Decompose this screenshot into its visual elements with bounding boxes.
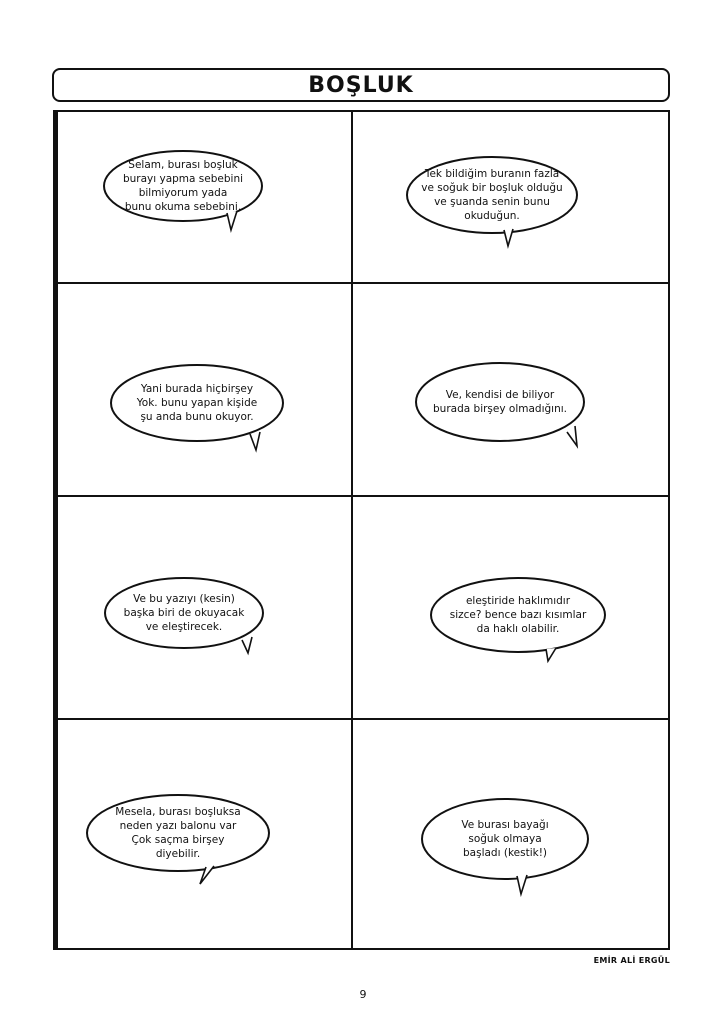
- bubble-line: ve şuanda senin bunu: [434, 196, 550, 208]
- bubble-text: [415, 362, 585, 442]
- panel-1: [58, 112, 353, 284]
- bubble-text: [103, 150, 263, 222]
- speech-bubble: [104, 577, 264, 649]
- speech-bubble: [110, 364, 284, 442]
- speech-bubble: [421, 798, 589, 880]
- bubble-line: Çok saçma birşey: [131, 834, 225, 846]
- speech-bubble: [406, 156, 578, 234]
- bubble-line: Ve, kendisi de biliyor: [445, 389, 555, 401]
- bubble-line: ve soğuk bir boşluk olduğu: [421, 182, 563, 194]
- speech-bubble: [430, 577, 606, 653]
- panel-6: [353, 497, 668, 720]
- bubble-line: da haklı olabilir.: [476, 623, 560, 635]
- bubble-line: Tek bildiğim buranın fazla: [424, 168, 560, 180]
- bubble-line: Mesela, burası boşluksa: [115, 806, 241, 818]
- bubble-line: soğuk olmaya: [468, 833, 542, 845]
- bubble-text: [430, 577, 606, 653]
- bubble-line: okuduğun.: [464, 210, 520, 222]
- bubble-text: [421, 798, 589, 880]
- bubble-line: Selam, burası boşluk: [128, 159, 238, 171]
- page-number: 9: [359, 988, 367, 1001]
- title-box: [52, 68, 670, 102]
- panel-2: [353, 112, 668, 284]
- page-title: BOŞLUK: [308, 72, 414, 98]
- panel-5: [58, 497, 353, 720]
- bubble-line: bilmiyorum yada: [138, 187, 228, 199]
- speech-bubble: [415, 362, 585, 442]
- bubble-line: eleştiride haklımıdır: [465, 595, 571, 607]
- author-name: EMİR ALİ ERGÜL: [593, 956, 670, 965]
- bubble-line: diyebilir.: [155, 848, 201, 860]
- bubble-line: Ve bu yazıyı (kesin): [133, 593, 235, 605]
- bubble-line: Yok. bunu yapan kişide: [136, 397, 258, 409]
- panel-4: [353, 284, 668, 497]
- bubble-line: sizce? bence bazı kısımlar: [449, 609, 587, 621]
- bubble-line: şu anda bunu okuyor.: [140, 411, 254, 423]
- panel-7: [58, 720, 353, 948]
- panel-8: [353, 720, 668, 948]
- bubble-line: başka biri de okuyacak: [123, 607, 245, 619]
- comic-grid: [53, 110, 670, 950]
- bubble-line: burada birşey olmadığını.: [433, 403, 567, 415]
- bubble-text: [104, 577, 264, 649]
- bubble-line: Yani burada hiçbirşey: [140, 383, 254, 395]
- bubble-line: neden yazı balonu var: [119, 820, 237, 832]
- bubble-text: [110, 364, 284, 442]
- bubble-line: Ve burası bayağı: [461, 819, 549, 831]
- bubble-text: [406, 156, 578, 234]
- speech-bubble: [86, 794, 270, 872]
- bubble-line: ve eleştirecek.: [145, 621, 223, 633]
- bubble-line: bunu okuma sebebini.: [124, 201, 242, 213]
- panel-3: [58, 284, 353, 497]
- speech-bubble: [103, 150, 263, 222]
- bubble-line: burayı yapma sebebini: [122, 173, 244, 185]
- bubble-line: başladı (kestik!): [463, 847, 547, 859]
- bubble-text: [86, 794, 270, 872]
